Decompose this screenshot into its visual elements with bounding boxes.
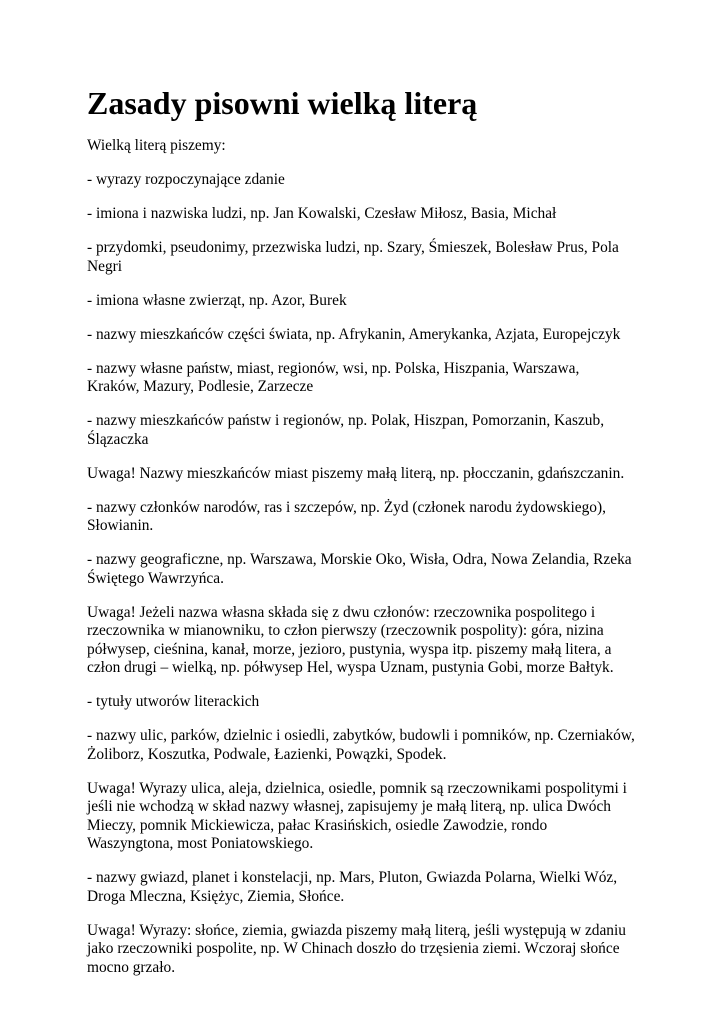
rule-paragraph: - nazwy gwiazd, planet i konstelacji, np. Mars, Pluton, Gwiazda Polarna, Wielki Wóz, Droga Mleczna, Księżyc, Ziemia, Słońce. [87,869,618,905]
rule-paragraph: - wyrazy rozpoczynające zdanie [87,171,285,188]
note-paragraph: Uwaga! Wyrazy: słońce, ziemia, gwiazda piszemy małą literą, jeśli występują w zdaniu jako rzeczowniki pospolite, np. W Chinach doszło do trzęsienia ziemi. Wczoraj słońce mocno grzało. [87,921,626,976]
rule-paragraph: - imiona i nazwiska ludzi, np. Jan Kowalski, Czesław Miłosz, Basia, Michał [87,205,557,222]
intro-paragraph: Wielką literą piszemy: [87,137,226,154]
rule-paragraph: - nazwy ulic, parków, dzielnic i osiedli, zabytków, budowli i pomników, np. Czerniaków, Żoliborz, Koszutka, Podwale, Łazienki, Powązki, Spodek. [87,727,635,763]
rule-paragraph: - nazwy członków narodów, ras i szczepów, np. Żyd (członek narodu żydowskiego), Słowianin. [87,498,606,534]
rule-paragraph: - nazwy własne państw, miast, regionów, wsi, np. Polska, Hiszpania, Warszawa, Kraków, Mazury, Podlesie, Zarzecze [87,359,580,395]
note-paragraph: Uwaga! Nazwy mieszkańców miast piszemy małą literą, np. płocczanin, gdańszczanin. [87,464,625,482]
note-paragraph: Uwaga! Jeżeli nazwa własna składa się z dwu członów: rzeczownika pospolitego i rzeczownika w mianowniku, to człon pierwszy (rzeczownik pospolity): góra, nizina półwysep, cieśnina, kanał, morze, jezioro, pustynia, wyspa itp. piszemy małą litera, a człon drugi – wielką, np. półwysep Hel, wyspa Uznam, pustynia Gobi, morze Bałtyk. [87,603,614,676]
rule-paragraph: - tytuły utworów literackich [87,693,260,710]
document-title: Zasady pisowni wielką literą [87,85,478,121]
rule-paragraph: - imiona własne zwierząt, np. Azor, Burek [87,291,347,309]
note-paragraph: Uwaga! Wyrazy ulica, aleja, dzielnica, osiedle, pomnik są rzeczownikami pospolitymi i jeśli nie wchodzą w skład nazwy własnej, zapisujemy je małą literą, np. ulica Dwóch Mieczy, pomnik Mickiewicza, pałac Krasińskich, osiedle Zawodzie, rondo Waszyngtona, most Poniatowskiego. [87,779,627,852]
rule-paragraph: - przydomki, pseudonimy, przezwiska ludzi, np. Szary, Śmieszek, Bolesław Prus, Pola Negri [87,239,619,275]
rule-paragraph: - nazwy mieszkańców państw i regionów, np. Polak, Hiszpan, Pomorzanin, Kaszub, Ślązaczka [87,412,605,448]
rule-paragraph: - nazwy mieszkańców części świata, np. Afrykanin, Amerykanka, Azjata, Europejczyk [87,325,621,343]
rule-paragraph: - nazwy geograficzne, np. Warszawa, Morskie Oko, Wisła, Odra, Nowa Zelandia, Rzeka Świętego Wawrzyńca. [87,551,632,587]
